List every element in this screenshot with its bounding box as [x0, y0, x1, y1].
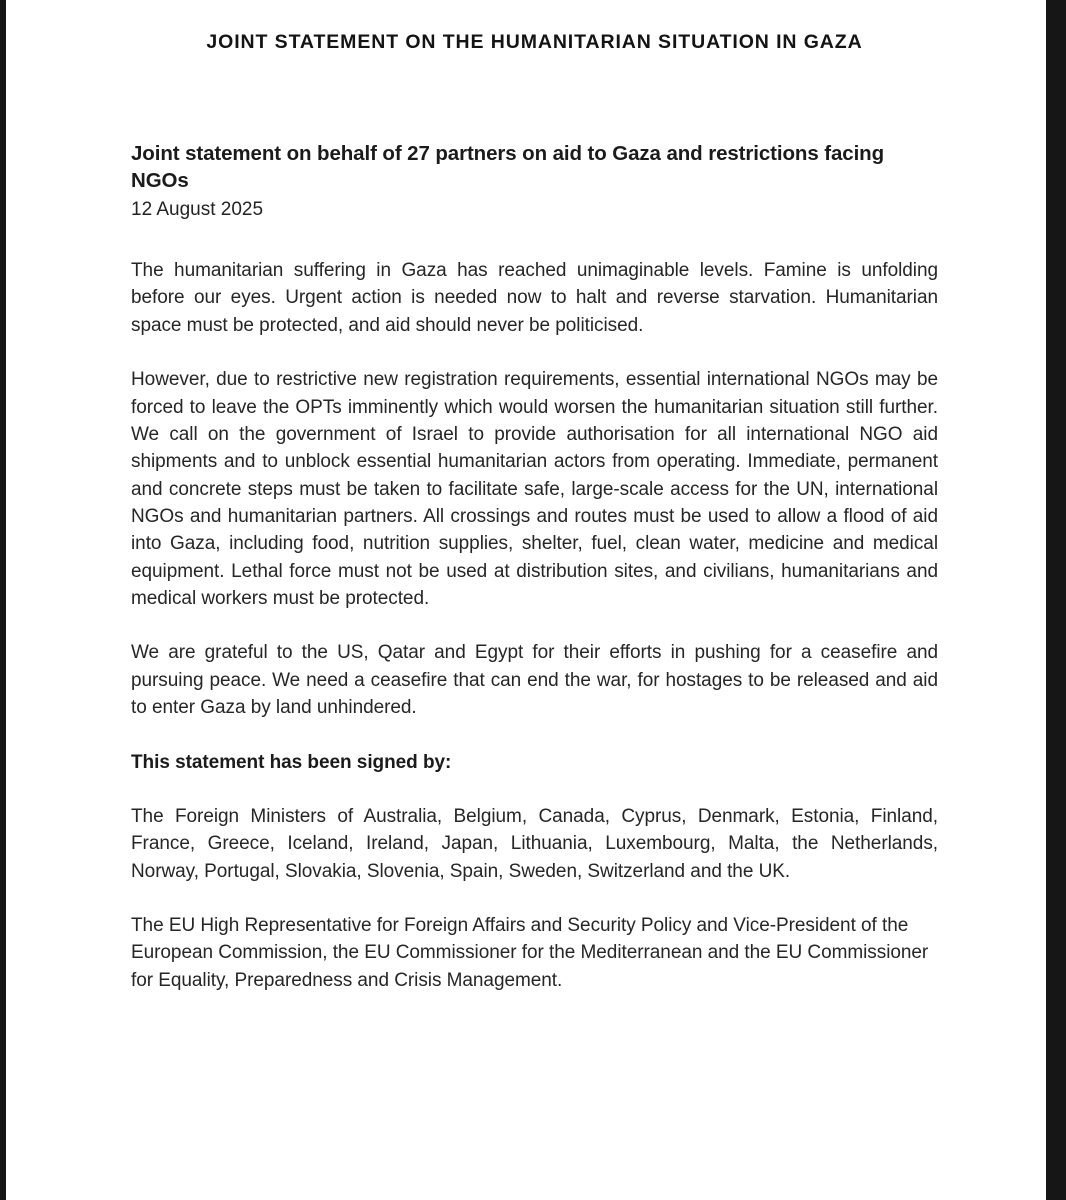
right-edge-strip	[1046, 0, 1066, 1200]
document-page	[6, 0, 1046, 1200]
document-title: JOINT STATEMENT ON THE HUMANITARIAN SITUATION IN GAZA	[206, 31, 863, 53]
paragraph-ngo-registration: However, due to restrictive new registration requirements, essential international NGOs may be forced to leave the OPTs imminently which would worsen the humanitarian situation still further. We call on the government of Israel to provide authorisation for all international NGO aid shipments and to unblock essential humanitarian actors from operating. Immediate, permanent and concrete steps must be taken to facilitate safe, large-scale access for the UN, international NGOs and humanitarian partners. All crossings and routes must be used to allow a flood of aid into Gaza, including food, nutrition supplies, shelter, fuel, clean water, medicine and medical equipment. Lethal force must not be used at distribution sites, and civilians, humanitarians and medical workers must be protected.	[131, 369, 938, 610]
document-body	[131, 223, 938, 994]
document-content	[131, 0, 938, 994]
document-date: 12 August 2025	[131, 199, 264, 221]
paragraph-eu-signatories: The EU High Representative for Foreign Affairs and Security Policy and Vice-President of the European Commission, the EU Commissioner for the Mediterranean and the EU Commissioner for Equality, Preparedness and Crisis Management.	[131, 914, 929, 991]
paragraph-ceasefire: We are grateful to the US, Qatar and Egypt for their efforts in pushing for a ceasefire and pursuing peace. We need a ceasefire that can end the war, for hostages to be released and aid to enter Gaza by land unhindered.	[131, 642, 938, 719]
paragraph-suffering: The humanitarian suffering in Gaza has reached unimaginable levels. Famine is unfolding before our eyes. Urgent action is needed now to halt and reverse starvation. Humanitarian space must be protected, and aid should never be politicised.	[131, 260, 938, 336]
document-subtitle: Joint statement on behalf of 27 partners on aid to Gaza and restrictions facing NGOs	[131, 142, 885, 193]
paragraph-foreign-ministers: The Foreign Ministers of Australia, Belgium, Canada, Cyprus, Denmark, Estonia, Finland, France, Greece, Iceland, Ireland, Japan, Lithuania, Luxembourg, Malta, the Netherlands, Norway, Portugal, Slovakia, Slovenia, Spain, Sweden, Switzerland and the UK.	[131, 805, 938, 882]
paragraph-signed-by-heading: This statement has been signed by:	[131, 751, 452, 773]
